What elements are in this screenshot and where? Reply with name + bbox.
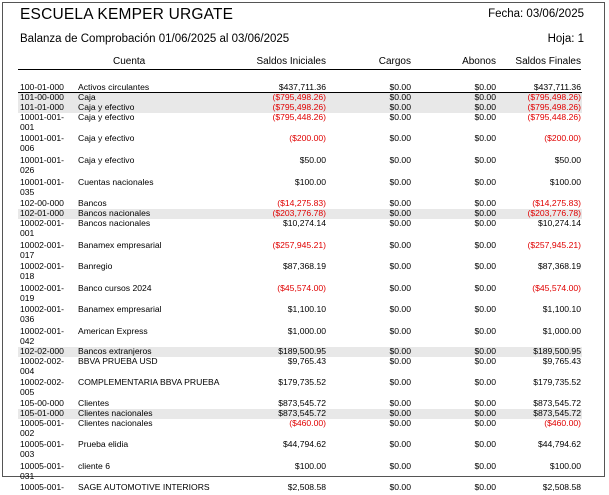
abonos: $0.00 bbox=[474, 408, 496, 418]
table-row bbox=[18, 284, 582, 304]
saldo-inicial: $179,735.52 bbox=[278, 377, 326, 387]
account-name: Caja y efectivo bbox=[78, 102, 135, 112]
saldo-inicial: $10,274.14 bbox=[282, 218, 326, 228]
saldo-final: ($257,945.21) bbox=[527, 240, 581, 250]
cargos: $0.00 bbox=[389, 482, 411, 492]
saldo-final: ($14,275.83) bbox=[532, 198, 581, 208]
table-row bbox=[18, 462, 582, 482]
cargos: $0.00 bbox=[389, 283, 411, 293]
table-row bbox=[18, 483, 582, 495]
saldo-inicial: $1,100.10 bbox=[287, 304, 326, 314]
saldo-inicial: ($14,275.83) bbox=[277, 198, 326, 208]
saldo-final: $437,711.36 bbox=[533, 82, 581, 92]
saldo-final: $100.00 bbox=[549, 461, 581, 471]
saldo-inicial: ($45,574.00) bbox=[277, 283, 326, 293]
saldo-final: ($795,448.26) bbox=[527, 112, 581, 122]
account-name: SAGE AUTOMOTIVE INTERIORS bbox=[78, 482, 210, 492]
saldo-inicial: ($795,498.26) bbox=[272, 92, 326, 102]
account-code: 10001-001-001 bbox=[20, 112, 64, 132]
table-row bbox=[18, 219, 582, 240]
account-code: 10001-001-026 bbox=[20, 155, 64, 175]
abonos: $0.00 bbox=[474, 439, 496, 449]
saldo-final: $179,735.52 bbox=[533, 377, 581, 387]
abonos: $0.00 bbox=[474, 155, 496, 165]
account-name: Cuentas nacionales bbox=[78, 177, 154, 187]
account-name: Bancos nacionales bbox=[78, 218, 151, 228]
account-table bbox=[18, 83, 582, 495]
saldo-inicial: $2,508.58 bbox=[287, 482, 326, 492]
table-row bbox=[18, 378, 582, 399]
account-name: Caja y efectivo bbox=[78, 133, 135, 143]
account-name: BBVA PRUEBA USD bbox=[78, 356, 158, 366]
abonos: $0.00 bbox=[474, 208, 496, 218]
saldo-final: ($200.00) bbox=[544, 133, 581, 143]
cargos: $0.00 bbox=[389, 102, 411, 112]
saldo-final: $50.00 bbox=[554, 155, 581, 165]
abonos: $0.00 bbox=[474, 418, 496, 428]
saldo-inicial: $437,711.36 bbox=[278, 82, 326, 92]
account-name: Banamex empresarial bbox=[78, 304, 162, 314]
cargos: $0.00 bbox=[389, 92, 411, 102]
account-code: 105-01-000 bbox=[20, 408, 64, 418]
table-row bbox=[18, 357, 582, 377]
cargos: $0.00 bbox=[389, 346, 411, 356]
account-name: Caja y efectivo bbox=[78, 112, 135, 122]
saldo-inicial: ($795,448.26) bbox=[272, 112, 326, 122]
cargos: $0.00 bbox=[389, 377, 411, 387]
account-name: COMPLEMENTARIA BBVA PRUEBA bbox=[78, 377, 220, 387]
abonos: $0.00 bbox=[474, 326, 496, 336]
saldo-final: $873,545.72 bbox=[533, 398, 581, 408]
cargos: $0.00 bbox=[389, 398, 411, 408]
report-page bbox=[2, 2, 605, 492]
table-row bbox=[18, 440, 582, 461]
cargos: $0.00 bbox=[389, 326, 411, 336]
account-code: 10001-001-035 bbox=[20, 177, 64, 197]
account-name: Bancos nacionales bbox=[78, 208, 151, 218]
account-code: 10005-001-003 bbox=[20, 439, 64, 459]
account-name: Caja y efectivo bbox=[78, 155, 135, 165]
table-row bbox=[18, 156, 582, 177]
report-title: Balanza de Comprobación 01/06/2025 al 03/06/2025 bbox=[20, 33, 290, 45]
account-name: Clientes nacionales bbox=[78, 408, 153, 418]
cargos: $0.00 bbox=[389, 155, 411, 165]
account-code: 102-02-000 bbox=[20, 346, 64, 356]
page-number: Hoja: 1 bbox=[547, 33, 584, 45]
saldo-final: $2,508.58 bbox=[542, 482, 581, 492]
column-header-cargos: Cargos bbox=[378, 56, 411, 67]
account-code: 102-01-000 bbox=[20, 208, 64, 218]
saldo-final: $9,765.43 bbox=[542, 356, 581, 366]
table-row bbox=[18, 178, 582, 199]
column-header-abonos: Abonos bbox=[462, 56, 496, 67]
cargos: $0.00 bbox=[389, 82, 411, 92]
saldo-inicial: $9,765.43 bbox=[287, 356, 326, 366]
account-code: 10002-001-042 bbox=[20, 326, 64, 346]
cargos: $0.00 bbox=[389, 218, 411, 228]
account-code: 10002-001-018 bbox=[20, 261, 64, 281]
cargos: $0.00 bbox=[389, 408, 411, 418]
saldo-inicial: $873,545.72 bbox=[278, 408, 326, 418]
saldo-final: $873,545.72 bbox=[533, 408, 581, 418]
account-code: 101-01-000 bbox=[20, 102, 64, 112]
saldo-inicial: $873,545.72 bbox=[278, 398, 326, 408]
abonos: $0.00 bbox=[474, 240, 496, 250]
header-divider bbox=[18, 69, 581, 70]
account-name: Banco cursos 2024 bbox=[78, 283, 152, 293]
company-name: ESCUELA KEMPER URGATE bbox=[20, 6, 234, 23]
abonos: $0.00 bbox=[474, 102, 496, 112]
abonos: $0.00 bbox=[474, 398, 496, 408]
account-code: 10005-001- bbox=[20, 482, 64, 492]
table-row bbox=[18, 241, 582, 261]
column-header-saldos-iniciales: Saldos Iniciales bbox=[256, 56, 326, 67]
account-name: American Express bbox=[78, 326, 148, 336]
saldo-inicial: $44,794.62 bbox=[282, 439, 326, 449]
saldo-inicial: $50.00 bbox=[299, 155, 326, 165]
saldo-inicial: ($795,498.26) bbox=[272, 102, 326, 112]
table-row bbox=[18, 134, 582, 155]
account-name: Caja bbox=[78, 92, 96, 102]
account-code: 10002-001-036 bbox=[20, 304, 64, 324]
saldo-final: ($203,776.78) bbox=[527, 208, 581, 218]
saldo-final: ($45,574.00) bbox=[532, 283, 581, 293]
abonos: $0.00 bbox=[474, 198, 496, 208]
account-code: 10005-001-002 bbox=[20, 418, 64, 438]
saldo-inicial: $1,000.00 bbox=[287, 326, 326, 336]
saldo-inicial: ($257,945.21) bbox=[272, 240, 326, 250]
account-name: Banregio bbox=[78, 261, 113, 271]
saldo-inicial: $100.00 bbox=[294, 177, 326, 187]
cargos: $0.00 bbox=[389, 461, 411, 471]
saldo-final: ($795,498.26) bbox=[527, 92, 581, 102]
account-name: Bancos extranjeros bbox=[78, 346, 152, 356]
cargos: $0.00 bbox=[389, 240, 411, 250]
account-code: 10002-001-019 bbox=[20, 283, 64, 303]
column-header-saldos-finales: Saldos Finales bbox=[515, 56, 581, 67]
abonos: $0.00 bbox=[474, 377, 496, 387]
account-name: Clientes bbox=[78, 398, 110, 408]
cargos: $0.00 bbox=[389, 112, 411, 122]
account-code: 10002-001-001 bbox=[20, 218, 64, 238]
table-row bbox=[18, 327, 582, 347]
account-code: 10005-001-031 bbox=[20, 461, 64, 481]
saldo-inicial: $87,368.19 bbox=[282, 261, 326, 271]
abonos: $0.00 bbox=[474, 346, 496, 356]
abonos: $0.00 bbox=[474, 218, 496, 228]
account-code: 101-00-000 bbox=[20, 92, 64, 102]
account-name: Activos circulantes bbox=[78, 82, 150, 92]
account-name: Clientes nacionales bbox=[78, 418, 153, 428]
account-name: Banamex empresarial bbox=[78, 240, 162, 250]
saldo-final: $87,368.19 bbox=[537, 261, 581, 271]
saldo-final: ($795,498.26) bbox=[527, 102, 581, 112]
saldo-final: $100.00 bbox=[549, 177, 581, 187]
saldo-final: $189,500.95 bbox=[533, 346, 581, 356]
cargos: $0.00 bbox=[389, 133, 411, 143]
saldo-final: ($460.00) bbox=[544, 418, 581, 428]
cargos: $0.00 bbox=[389, 177, 411, 187]
column-header-cuenta: Cuenta bbox=[113, 56, 146, 67]
saldo-final: $1,100.10 bbox=[542, 304, 581, 314]
account-code: 10002-002-005 bbox=[20, 377, 64, 397]
account-name: Prueba elidia bbox=[78, 439, 129, 449]
table-row bbox=[18, 262, 582, 283]
account-code: 100-01-000 bbox=[20, 82, 64, 92]
report-date: Fecha: 03/06/2025 bbox=[488, 8, 584, 20]
cargos: $0.00 bbox=[389, 261, 411, 271]
cargos: $0.00 bbox=[389, 356, 411, 366]
account-name: cliente 6 bbox=[78, 461, 111, 471]
abonos: $0.00 bbox=[474, 133, 496, 143]
cargos: $0.00 bbox=[389, 304, 411, 314]
account-code: 102-00-000 bbox=[20, 198, 64, 208]
abonos: $0.00 bbox=[474, 177, 496, 187]
account-code: 10002-002-004 bbox=[20, 356, 64, 376]
saldo-inicial: ($203,776.78) bbox=[272, 208, 326, 218]
abonos: $0.00 bbox=[474, 304, 496, 314]
saldo-final: $1,000.00 bbox=[542, 326, 581, 336]
account-code: 10001-001-006 bbox=[20, 133, 64, 153]
cargos: $0.00 bbox=[389, 198, 411, 208]
abonos: $0.00 bbox=[474, 112, 496, 122]
abonos: $0.00 bbox=[474, 461, 496, 471]
abonos: $0.00 bbox=[474, 283, 496, 293]
table-row bbox=[18, 305, 582, 326]
cargos: $0.00 bbox=[389, 439, 411, 449]
saldo-inicial: ($460.00) bbox=[289, 418, 326, 428]
abonos: $0.00 bbox=[474, 482, 496, 492]
abonos: $0.00 bbox=[474, 261, 496, 271]
cargos: $0.00 bbox=[389, 418, 411, 428]
account-code: 105-00-000 bbox=[20, 398, 64, 408]
saldo-inicial: ($200.00) bbox=[289, 133, 326, 143]
saldo-inicial: $189,500.95 bbox=[278, 346, 326, 356]
abonos: $0.00 bbox=[474, 92, 496, 102]
table-row bbox=[18, 113, 582, 133]
abonos: $0.00 bbox=[474, 356, 496, 366]
cargos: $0.00 bbox=[389, 208, 411, 218]
saldo-final: $44,794.62 bbox=[537, 439, 581, 449]
abonos: $0.00 bbox=[474, 82, 496, 92]
saldo-final: $10,274.14 bbox=[537, 218, 581, 228]
account-code: 10002-001-017 bbox=[20, 240, 64, 260]
saldo-inicial: $100.00 bbox=[294, 461, 326, 471]
account-name: Bancos bbox=[78, 198, 107, 208]
table-row bbox=[18, 419, 582, 439]
